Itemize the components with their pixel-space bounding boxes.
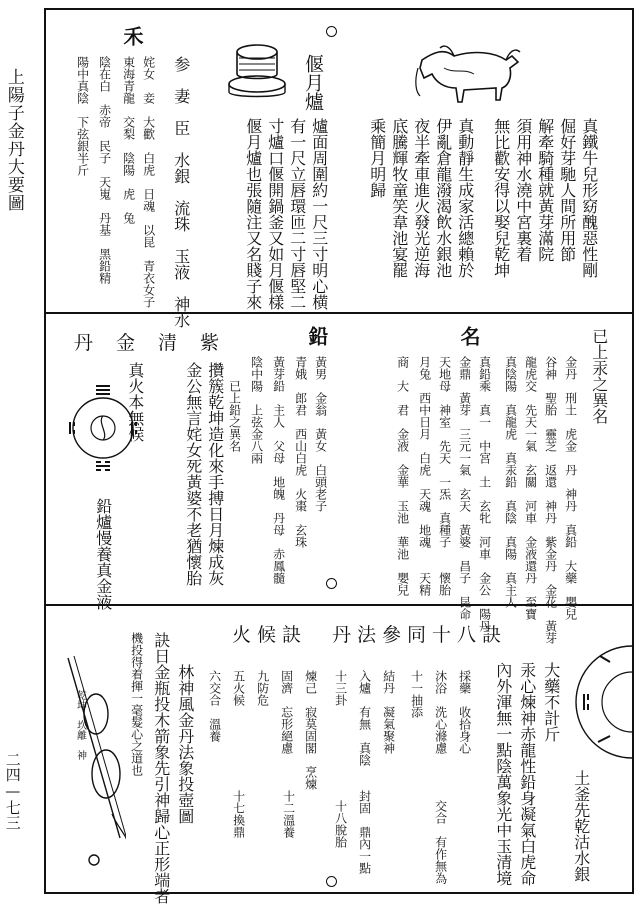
ox-illustration — [414, 38, 526, 106]
phase-label: 沐浴 洗心滌慮 — [433, 670, 448, 754]
lead-alias-col: 青娥 郎君 西山白虎 火棗 玄珠 — [293, 356, 308, 548]
binding-hole — [326, 876, 337, 887]
verse-line: 真火本無候 — [125, 362, 145, 442]
verse-line: 機投得着揮一毫髮心之道也 — [129, 632, 144, 776]
poem-line: 無比歡安得以娶兒乾坤 — [491, 118, 511, 278]
poem-line: 真動靜生成家活總賴於 — [455, 118, 475, 278]
alias-col: 龍虎交 先天一氣 玄關 河車 金液還丹 至寶 — [523, 356, 538, 620]
symbol-list-col: 東海青龍 交梨 陰陽 虎 兔 — [121, 56, 136, 224]
alias-col: 商 大 君 金液 金華 玉池 華池 嬰兒 — [395, 356, 410, 596]
poem-line: 真鐵牛兒形窈醜惡性剛 — [579, 118, 599, 278]
phase-label: 十三卦 — [333, 670, 348, 706]
poem-line: 解牽騎種就黃芽滿院 — [535, 118, 555, 262]
description-line: 偃月爐也張隨注又名賤子來 — [243, 118, 263, 310]
gourd-staff-diagram — [62, 638, 126, 878]
margin-book-title: 上陽子金丹大要圖 — [3, 68, 24, 212]
poem-line: 底騰輝牧童笑韋池宴罷 — [389, 118, 409, 278]
phase-label: 六交合 溫養 — [207, 670, 222, 742]
poem-line: 夜半牽車進火發光逆海 — [411, 118, 431, 278]
symbol-list-col: 姹女 妾 大歡 白虎 日魂 以昆 青衣女子 — [141, 56, 156, 308]
page-number: 二四—七三 — [3, 752, 22, 830]
alias-col: 金丹 刑土 虎金 丹 神丹 真鉛 大藥 嬰兒 — [563, 356, 578, 620]
phase-label: 十七換鼎 — [231, 790, 246, 838]
description-line: 爐面周圍約一尺三寸明心横 — [309, 118, 329, 310]
heading-ming: 名 — [457, 326, 481, 346]
furnace-illustration — [226, 40, 288, 100]
lead-alias-col: 陰中陽 上弦金八兩 — [249, 356, 264, 464]
phase-label: 結丹 凝氣聚神 — [381, 670, 396, 754]
phase-label: 固濟 忘形絕慮 — [279, 670, 294, 754]
heading-dan-jin-qing-zi: 丹 金 清 紫 — [74, 332, 222, 354]
list-title: 已上汞之異名 — [589, 328, 609, 424]
verse-line: 鉛爐慢養真金液 — [93, 498, 113, 610]
phase-label: 交合 有作無為 — [433, 800, 448, 884]
verse-line: 攢簇乾坤造化來手搏日月煉成灰 — [205, 362, 225, 586]
banner-title: 火候訣 丹法參同十八訣 — [232, 624, 508, 646]
poem-line: 須用神水澆中宮裏着 — [513, 118, 533, 262]
description-line: 寸爐口偃開鍋釜又如月偃樣 — [265, 118, 285, 310]
phase-label: 封固 鼎內一點 — [357, 790, 372, 874]
caption-line: 土釜先乾沽水銀 — [571, 770, 591, 882]
binding-hole — [326, 26, 337, 37]
phase-label: 九防危 — [255, 670, 270, 706]
verse-line: 訣日金瓶投木箭象先引神歸心正形端者 — [151, 632, 171, 904]
lead-alias-col: 已上鉛之異名 — [227, 380, 242, 452]
lead-alias-col: 黃芽鉛 主人 父母 地魄 丹母 赤鳳髓 — [271, 356, 286, 584]
heading-he: 禾 — [120, 26, 144, 46]
verse-line: 林神風金丹法象投壺圖 — [175, 664, 195, 824]
verse-line: 內外渾無一點陰萬象光中玉清境 — [493, 662, 513, 886]
phase-label: 入爐 有無 真陰 — [357, 670, 372, 766]
description-line: 有一尺立唇環匝二寸唇堅二 — [287, 118, 307, 310]
alias-col: 真陰陽 真龍虎 真汞鉛 真陰 真陽 真主人 — [503, 356, 518, 608]
phase-label: 煉己 寂莫固閣 烹煉 — [303, 670, 318, 790]
page-frame — [44, 8, 634, 904]
verse-line: 金公無言姹女死黃婆不老猶懷胎 — [183, 362, 203, 586]
alias-col: 真鉛乘 真一 中宮 土 玄牝 河車 金公 陽丹 — [477, 356, 492, 632]
binding-hole — [326, 578, 337, 589]
poem-line: 乘簡月明歸 — [367, 118, 387, 198]
verse-line: 汞心煉神赤龍性鉛身凝氣白虎命 — [517, 662, 537, 886]
symbol-list-col: 陽中真陰 下弦銀半斤 — [75, 56, 90, 176]
heading-qian: 鉛 — [305, 326, 329, 346]
lead-alias-col: 黃男 金翁 黃女 白頭老子 — [313, 356, 328, 512]
alias-col: 天地母 神室 先天 一炁 真種子 懷胎 — [437, 356, 452, 596]
symbol-list-col: 陰在白 赤帝 民子 天嵬 丹基 黑鉛精 — [97, 56, 112, 284]
poem-line: 伊亂倉龍潑渴飲水銀池 — [433, 118, 453, 278]
section-divider — [46, 312, 632, 314]
alias-col: 谷神 聖胎 靈芝 返還 神丹 紫金丹 金花 黃芽 — [543, 356, 558, 644]
alias-col: 金鼎 黃芽 三元一氣 玄天 黃婆 昌子 昆命 — [457, 356, 472, 620]
verse-line: 大藥不計斤 — [541, 662, 561, 742]
phase-label: 十一抽添 — [409, 670, 424, 718]
phase-label: 採藥 收拾身心 — [457, 670, 472, 754]
symbol-list-col: 参 妻 臣 水銀 流珠 玉液 神水 — [171, 56, 191, 328]
half-circle-diagram — [570, 642, 634, 762]
poem-line: 倔好芽馳人間所用節 — [557, 118, 577, 262]
bagua-diagram — [68, 370, 138, 490]
phase-label: 五火候 — [231, 670, 246, 706]
alias-col: 月兔 西中日月 白虎 天魂 地魂 天精 — [417, 356, 432, 596]
section-divider — [46, 604, 632, 606]
phase-label: 十八脫胎 — [333, 800, 348, 848]
gourd-labels: 乾坤 坎離 神 — [74, 690, 86, 760]
phase-label: 十二溫養 — [281, 790, 296, 838]
title-yanyue-furnace: 偃月爐 — [301, 54, 324, 111]
